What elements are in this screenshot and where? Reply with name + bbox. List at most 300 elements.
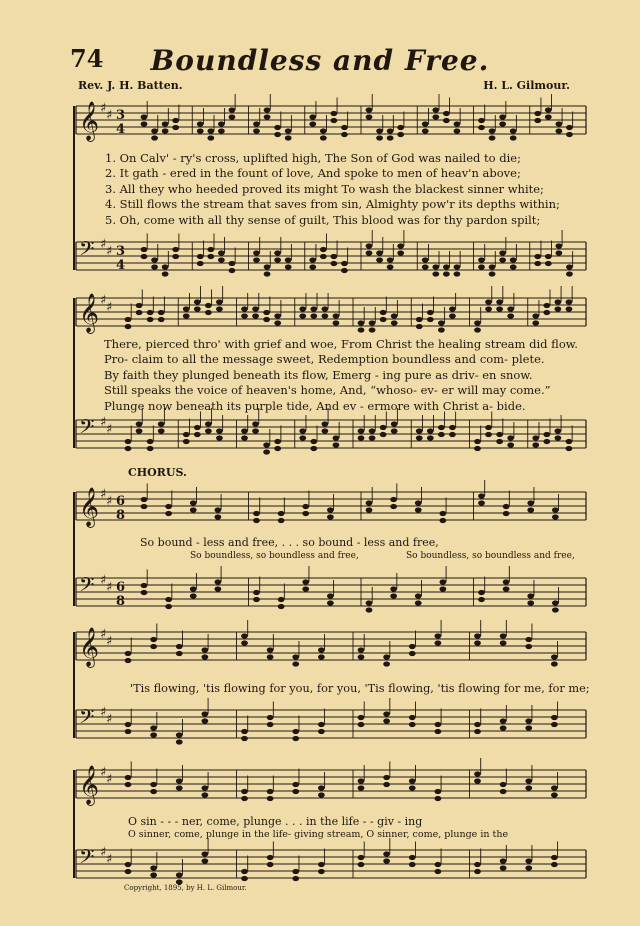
note-head	[500, 789, 507, 794]
note-head	[449, 425, 456, 430]
note-head	[333, 320, 340, 325]
note-head	[309, 121, 316, 126]
note-head	[383, 775, 390, 780]
note-head	[267, 796, 274, 801]
note-head	[310, 313, 317, 318]
note-head	[390, 593, 397, 598]
note-head	[366, 507, 373, 512]
note-head	[507, 313, 514, 318]
svg-text:8: 8	[116, 594, 126, 609]
note-head	[151, 135, 158, 140]
note-head	[499, 257, 506, 262]
note-head	[383, 718, 390, 723]
note-head	[320, 135, 327, 140]
note-head	[383, 782, 390, 787]
note-head	[478, 118, 485, 123]
sharp-icon: ♯	[100, 627, 107, 642]
note-head	[409, 778, 416, 783]
note-head	[330, 254, 337, 259]
note-head	[190, 507, 197, 512]
note-head	[439, 586, 446, 591]
note-head	[434, 633, 441, 638]
note-head	[510, 264, 517, 269]
note-head	[478, 590, 485, 595]
note-head	[241, 869, 248, 874]
note-head	[241, 640, 248, 645]
svg-text:6: 6	[116, 580, 126, 595]
note-head	[366, 243, 373, 248]
note-head	[292, 789, 299, 794]
note-head	[439, 518, 446, 523]
note-head	[321, 313, 328, 318]
note-head	[241, 306, 248, 311]
note-head	[551, 792, 558, 797]
note-head	[318, 722, 325, 727]
note-head	[532, 435, 539, 440]
note-head	[391, 421, 398, 426]
note-head	[551, 855, 558, 860]
note-head	[292, 729, 299, 734]
svg-text:3: 3	[116, 244, 126, 259]
note-head	[358, 862, 365, 867]
sharp-icon: ♯	[106, 244, 113, 259]
note-head	[162, 264, 169, 269]
note-head	[427, 317, 434, 322]
note-head	[141, 114, 148, 119]
note-head	[229, 114, 236, 119]
note-head	[434, 640, 441, 645]
note-head	[409, 722, 416, 727]
note-head	[207, 135, 214, 140]
note-head	[366, 600, 373, 605]
note-head	[150, 732, 157, 737]
note-head	[241, 435, 248, 440]
note-head	[397, 125, 404, 130]
note-head	[318, 647, 325, 652]
note-head	[151, 264, 158, 269]
note-head	[302, 511, 309, 516]
note-head	[150, 789, 157, 794]
note-head	[147, 439, 154, 444]
note-head	[125, 862, 132, 867]
svg-text:8: 8	[116, 508, 126, 523]
note-head	[309, 114, 316, 119]
note-head	[176, 651, 183, 656]
bass-clef-icon: 𝄢	[79, 237, 95, 265]
note-head	[551, 715, 558, 720]
verse-line: 4. Still flows the stream that saves from sin, Almighty pow'r its depths within;	[105, 197, 560, 212]
note-head	[474, 439, 481, 444]
note-head	[474, 722, 481, 727]
note-head	[278, 518, 285, 523]
note-head	[527, 507, 534, 512]
note-head	[503, 586, 510, 591]
note-head	[194, 425, 201, 430]
note-head	[320, 247, 327, 252]
note-head	[545, 254, 552, 259]
chorus-lyric-2: 'Tis flowing, 'tis flowing for you, for you, 'Tis flowing, 'tis flowing for me, for me;	[130, 682, 590, 695]
note-head	[158, 317, 165, 322]
note-head	[432, 114, 439, 119]
note-head	[252, 421, 259, 426]
note-head	[158, 421, 165, 426]
note-head	[489, 135, 496, 140]
note-head	[525, 865, 532, 870]
sharp-icon: ♯	[100, 101, 107, 116]
note-head	[263, 310, 270, 315]
sharp-icon: ♯	[106, 634, 113, 649]
note-head	[443, 264, 450, 269]
note-head	[534, 111, 541, 116]
note-head	[390, 497, 397, 502]
sharp-icon: ♯	[100, 415, 107, 430]
note-head	[510, 135, 517, 140]
note-head	[190, 593, 197, 598]
note-head	[478, 597, 485, 602]
note-head	[507, 435, 514, 440]
note-head	[500, 725, 507, 730]
note-head	[201, 792, 208, 797]
note-head	[151, 128, 158, 133]
note-head	[125, 729, 132, 734]
note-head	[387, 264, 394, 269]
note-head	[125, 782, 132, 787]
note-head	[183, 306, 190, 311]
note-head	[241, 729, 248, 734]
note-head	[253, 590, 260, 595]
note-head	[555, 243, 562, 248]
note-head	[409, 715, 416, 720]
note-head	[176, 785, 183, 790]
note-head	[201, 647, 208, 652]
note-head	[267, 722, 274, 727]
note-head	[434, 729, 441, 734]
note-head	[449, 306, 456, 311]
note-head	[264, 107, 271, 112]
note-head	[478, 493, 485, 498]
chorus-lyric-3b: O sinner, come, plunge in the life- giving stream, O sinner, come, plunge in the	[128, 829, 509, 840]
note-head	[197, 261, 204, 266]
verse-line: 2. It gath - ered in the fount of love, And spoke to men of heav'n above;	[105, 166, 521, 181]
note-head	[207, 254, 214, 259]
note-head	[415, 500, 422, 505]
note-head	[241, 796, 248, 801]
note-head	[216, 306, 223, 311]
note-head	[318, 869, 325, 874]
note-head	[434, 862, 441, 867]
staff	[76, 838, 586, 885]
chorus-lyric-1: So bound - less and free, . . . so bound - less and free,	[140, 536, 439, 549]
note-head	[366, 250, 373, 255]
note-head	[358, 320, 365, 325]
note-head	[434, 869, 441, 874]
note-head	[390, 586, 397, 591]
treble-clef-icon: 𝄞	[79, 293, 100, 333]
note-head	[205, 421, 212, 426]
note-head	[150, 644, 157, 649]
note-head	[387, 257, 394, 262]
note-head	[503, 504, 510, 509]
note-head	[534, 254, 541, 259]
note-head	[151, 257, 158, 262]
note-head	[267, 715, 274, 720]
note-head	[197, 128, 204, 133]
note-head	[205, 310, 212, 315]
note-head	[439, 579, 446, 584]
note-head	[485, 432, 492, 437]
note-head	[369, 327, 376, 332]
note-head	[285, 128, 292, 133]
note-head	[141, 504, 148, 509]
note-head	[205, 428, 212, 433]
note-head	[415, 593, 422, 598]
note-head	[551, 785, 558, 790]
note-head	[376, 257, 383, 262]
note-head	[285, 264, 292, 269]
note-head	[141, 497, 148, 502]
note-head	[176, 778, 183, 783]
note-head	[201, 654, 208, 659]
note-head	[543, 439, 550, 444]
note-head	[216, 299, 223, 304]
note-head	[525, 778, 532, 783]
note-head	[499, 114, 506, 119]
note-head	[422, 121, 429, 126]
note-head	[454, 264, 461, 269]
note-head	[125, 651, 132, 656]
note-head	[218, 257, 225, 262]
note-head	[201, 785, 208, 790]
sharp-icon: ♯	[100, 765, 107, 780]
note-head	[474, 633, 481, 638]
sharp-icon: ♯	[100, 237, 107, 252]
note-head	[434, 789, 441, 794]
note-head	[125, 869, 132, 874]
note-head	[545, 107, 552, 112]
note-head	[566, 264, 573, 269]
note-head	[422, 257, 429, 262]
note-head	[176, 872, 183, 877]
sharp-icon: ♯	[100, 845, 107, 860]
note-head	[310, 306, 317, 311]
svg-text:3: 3	[116, 108, 126, 123]
note-head	[141, 254, 148, 259]
note-head	[274, 125, 281, 130]
bass-clef-icon: 𝄢	[79, 415, 95, 443]
note-head	[387, 135, 394, 140]
note-head	[183, 313, 190, 318]
note-head	[369, 435, 376, 440]
note-head	[162, 121, 169, 126]
note-head	[358, 785, 365, 790]
note-head	[496, 306, 503, 311]
note-head	[387, 128, 394, 133]
note-head	[330, 118, 337, 123]
note-head	[241, 736, 248, 741]
note-head	[555, 250, 562, 255]
verse-line: Plunge now beneath its purple tide, And ev - ermore with Christ a- bide.	[104, 398, 526, 413]
note-head	[302, 579, 309, 584]
note-head	[551, 654, 558, 659]
staff	[76, 230, 586, 277]
copyright-notice: Copyright, 1895, by H. L. Gilmour.	[124, 884, 247, 892]
note-head	[310, 439, 317, 444]
note-head	[527, 500, 534, 505]
note-head	[253, 250, 260, 255]
note-head	[358, 855, 365, 860]
note-head	[150, 637, 157, 642]
note-head	[205, 303, 212, 308]
note-head	[432, 264, 439, 269]
note-head	[358, 715, 365, 720]
note-head	[341, 132, 348, 137]
staff	[76, 566, 586, 613]
note-head	[383, 661, 390, 666]
note-head	[302, 586, 309, 591]
chorus-bass-lyric-1b: So boundless, so boundless and free,	[406, 551, 575, 561]
note-head	[218, 121, 225, 126]
note-head	[264, 271, 271, 276]
note-head	[409, 644, 416, 649]
sharp-icon: ♯	[100, 293, 107, 308]
note-head	[267, 647, 274, 652]
note-head	[201, 718, 208, 723]
note-head	[241, 876, 248, 881]
bass-clef-icon: 𝄢	[79, 845, 95, 873]
verse-line: 5. Oh, come with all thy sense of guilt, This blood was for thy pardon spilt;	[105, 212, 541, 227]
note-head	[499, 121, 506, 126]
note-head	[500, 865, 507, 870]
note-head	[358, 428, 365, 433]
note-head	[264, 114, 271, 119]
note-head	[397, 243, 404, 248]
note-head	[264, 264, 271, 269]
note-head	[302, 504, 309, 509]
note-head	[507, 442, 514, 447]
note-head	[172, 254, 179, 259]
note-head	[321, 306, 328, 311]
staff	[76, 698, 586, 745]
verse-line: There, pierced thro' with grief and woe, From Christ the healing stream did flow.	[104, 337, 578, 351]
note-head	[438, 425, 445, 430]
note-head	[125, 775, 132, 780]
note-head	[229, 107, 236, 112]
staff	[76, 94, 586, 142]
note-head	[489, 264, 496, 269]
note-head	[358, 647, 365, 652]
note-head	[366, 107, 373, 112]
note-head	[214, 586, 221, 591]
note-head	[358, 327, 365, 332]
note-head	[292, 661, 299, 666]
note-head	[253, 121, 260, 126]
note-head	[380, 425, 387, 430]
note-head	[485, 306, 492, 311]
note-head	[474, 729, 481, 734]
note-head	[474, 862, 481, 867]
note-head	[252, 306, 259, 311]
sharp-icon: ♯	[106, 852, 113, 867]
hymn-title: Boundless and Free.	[150, 44, 490, 77]
note-head	[454, 121, 461, 126]
note-head	[525, 858, 532, 863]
staff	[76, 620, 586, 668]
note-head	[383, 654, 390, 659]
note-head	[253, 128, 260, 133]
note-head	[318, 792, 325, 797]
note-head	[327, 593, 334, 598]
note-head	[376, 128, 383, 133]
note-head	[358, 722, 365, 727]
note-head	[427, 310, 434, 315]
note-head	[554, 435, 561, 440]
note-head	[380, 432, 387, 437]
note-head	[390, 504, 397, 509]
verses-block-1	[105, 151, 560, 228]
note-head	[150, 782, 157, 787]
note-head	[141, 583, 148, 588]
note-head	[147, 310, 154, 315]
composer-credit: H. L. Gilmour.	[483, 79, 570, 92]
note-head	[478, 500, 485, 505]
note-head	[438, 320, 445, 325]
note-head	[252, 428, 259, 433]
note-head	[125, 317, 132, 322]
note-head	[397, 132, 404, 137]
note-head	[176, 732, 183, 737]
note-head	[241, 789, 248, 794]
note-head	[274, 320, 281, 325]
note-head	[543, 310, 550, 315]
note-head	[376, 135, 383, 140]
note-head	[125, 439, 132, 444]
note-head	[534, 261, 541, 266]
note-head	[543, 303, 550, 308]
verses-block-2	[104, 337, 578, 414]
note-head	[267, 855, 274, 860]
note-head	[165, 504, 172, 509]
note-head	[292, 869, 299, 874]
note-head	[527, 593, 534, 598]
note-head	[566, 446, 573, 451]
note-head	[274, 446, 281, 451]
note-head	[443, 271, 450, 276]
note-head	[176, 644, 183, 649]
note-head	[474, 320, 481, 325]
svg-text:4: 4	[116, 122, 126, 137]
verse-line: By faith they plunged beneath its flow, Emerg - ing pure as driv- en snow.	[104, 367, 533, 382]
note-head	[125, 722, 132, 727]
note-head	[391, 320, 398, 325]
sharp-icon: ♯	[100, 487, 107, 502]
note-head	[172, 118, 179, 123]
note-head	[162, 128, 169, 133]
note-head	[416, 435, 423, 440]
note-head	[409, 855, 416, 860]
note-head	[162, 271, 169, 276]
note-head	[474, 446, 481, 451]
treble-clef-icon: 𝄞	[79, 101, 100, 141]
bass-clef-icon: 𝄢	[79, 705, 95, 733]
note-head	[500, 718, 507, 723]
note-head	[543, 432, 550, 437]
note-head	[278, 604, 285, 609]
note-head	[474, 778, 481, 783]
note-head	[197, 254, 204, 259]
bass-clef-icon: 𝄢	[79, 573, 95, 601]
note-head	[147, 446, 154, 451]
sharp-icon: ♯	[106, 422, 113, 437]
